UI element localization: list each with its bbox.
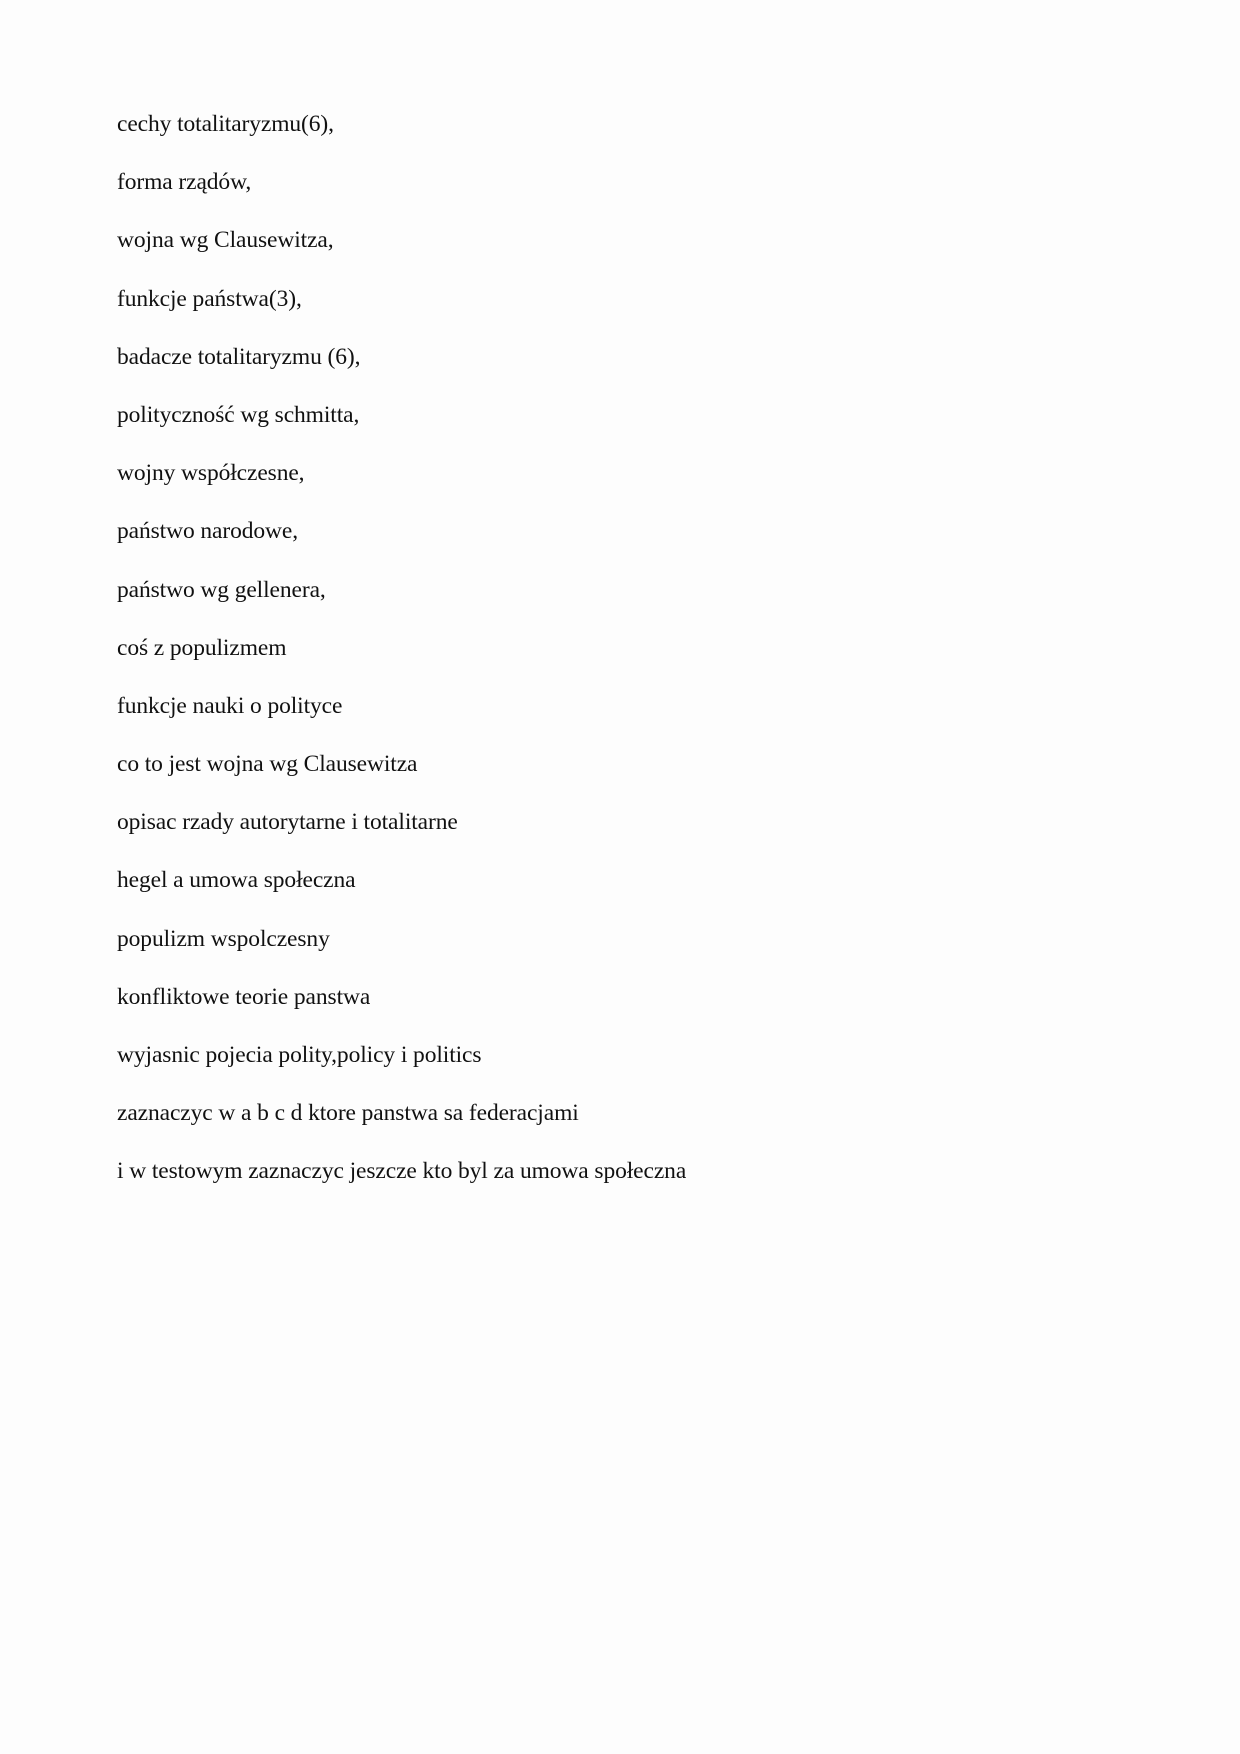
list-item: funkcje nauki o polityce <box>117 692 343 719</box>
list-item: wojny współczesne, <box>117 460 305 487</box>
list-item: państwo wg gellenera, <box>117 576 326 603</box>
list-item: wyjasnic pojecia polity,policy i politics <box>117 1042 482 1068</box>
list-item: wojna wg Clausewitza, <box>117 227 334 254</box>
list-item: konfliktowe teorie panstwa <box>117 983 371 1010</box>
list-item: i w testowym zaznaczyc jeszcze kto byl za umowa społeczna <box>117 1158 687 1185</box>
list-item: polityczność wg schmitta, <box>117 401 360 428</box>
list-item: forma rządów, <box>117 169 252 196</box>
list-item: zaznaczyc w a b c d ktore panstwa sa federacjami <box>117 1100 579 1127</box>
list-item: opisac rzady autorytarne i totalitarne <box>117 809 458 836</box>
list-item: badacze totalitaryzmu (6), <box>117 343 361 370</box>
list-item: cechy totalitaryzmu(6), <box>117 111 334 137</box>
list-item: populizm wspolczesny <box>117 925 330 952</box>
topic-list <box>117 110 686 1216</box>
list-item: państwo narodowe, <box>117 518 299 545</box>
list-item: hegel a umowa społeczna <box>117 867 356 894</box>
list-item: funkcje państwa(3), <box>117 285 302 312</box>
list-item: coś z populizmem <box>117 634 287 661</box>
list-item: co to jest wojna wg Clausewitza <box>117 751 418 778</box>
